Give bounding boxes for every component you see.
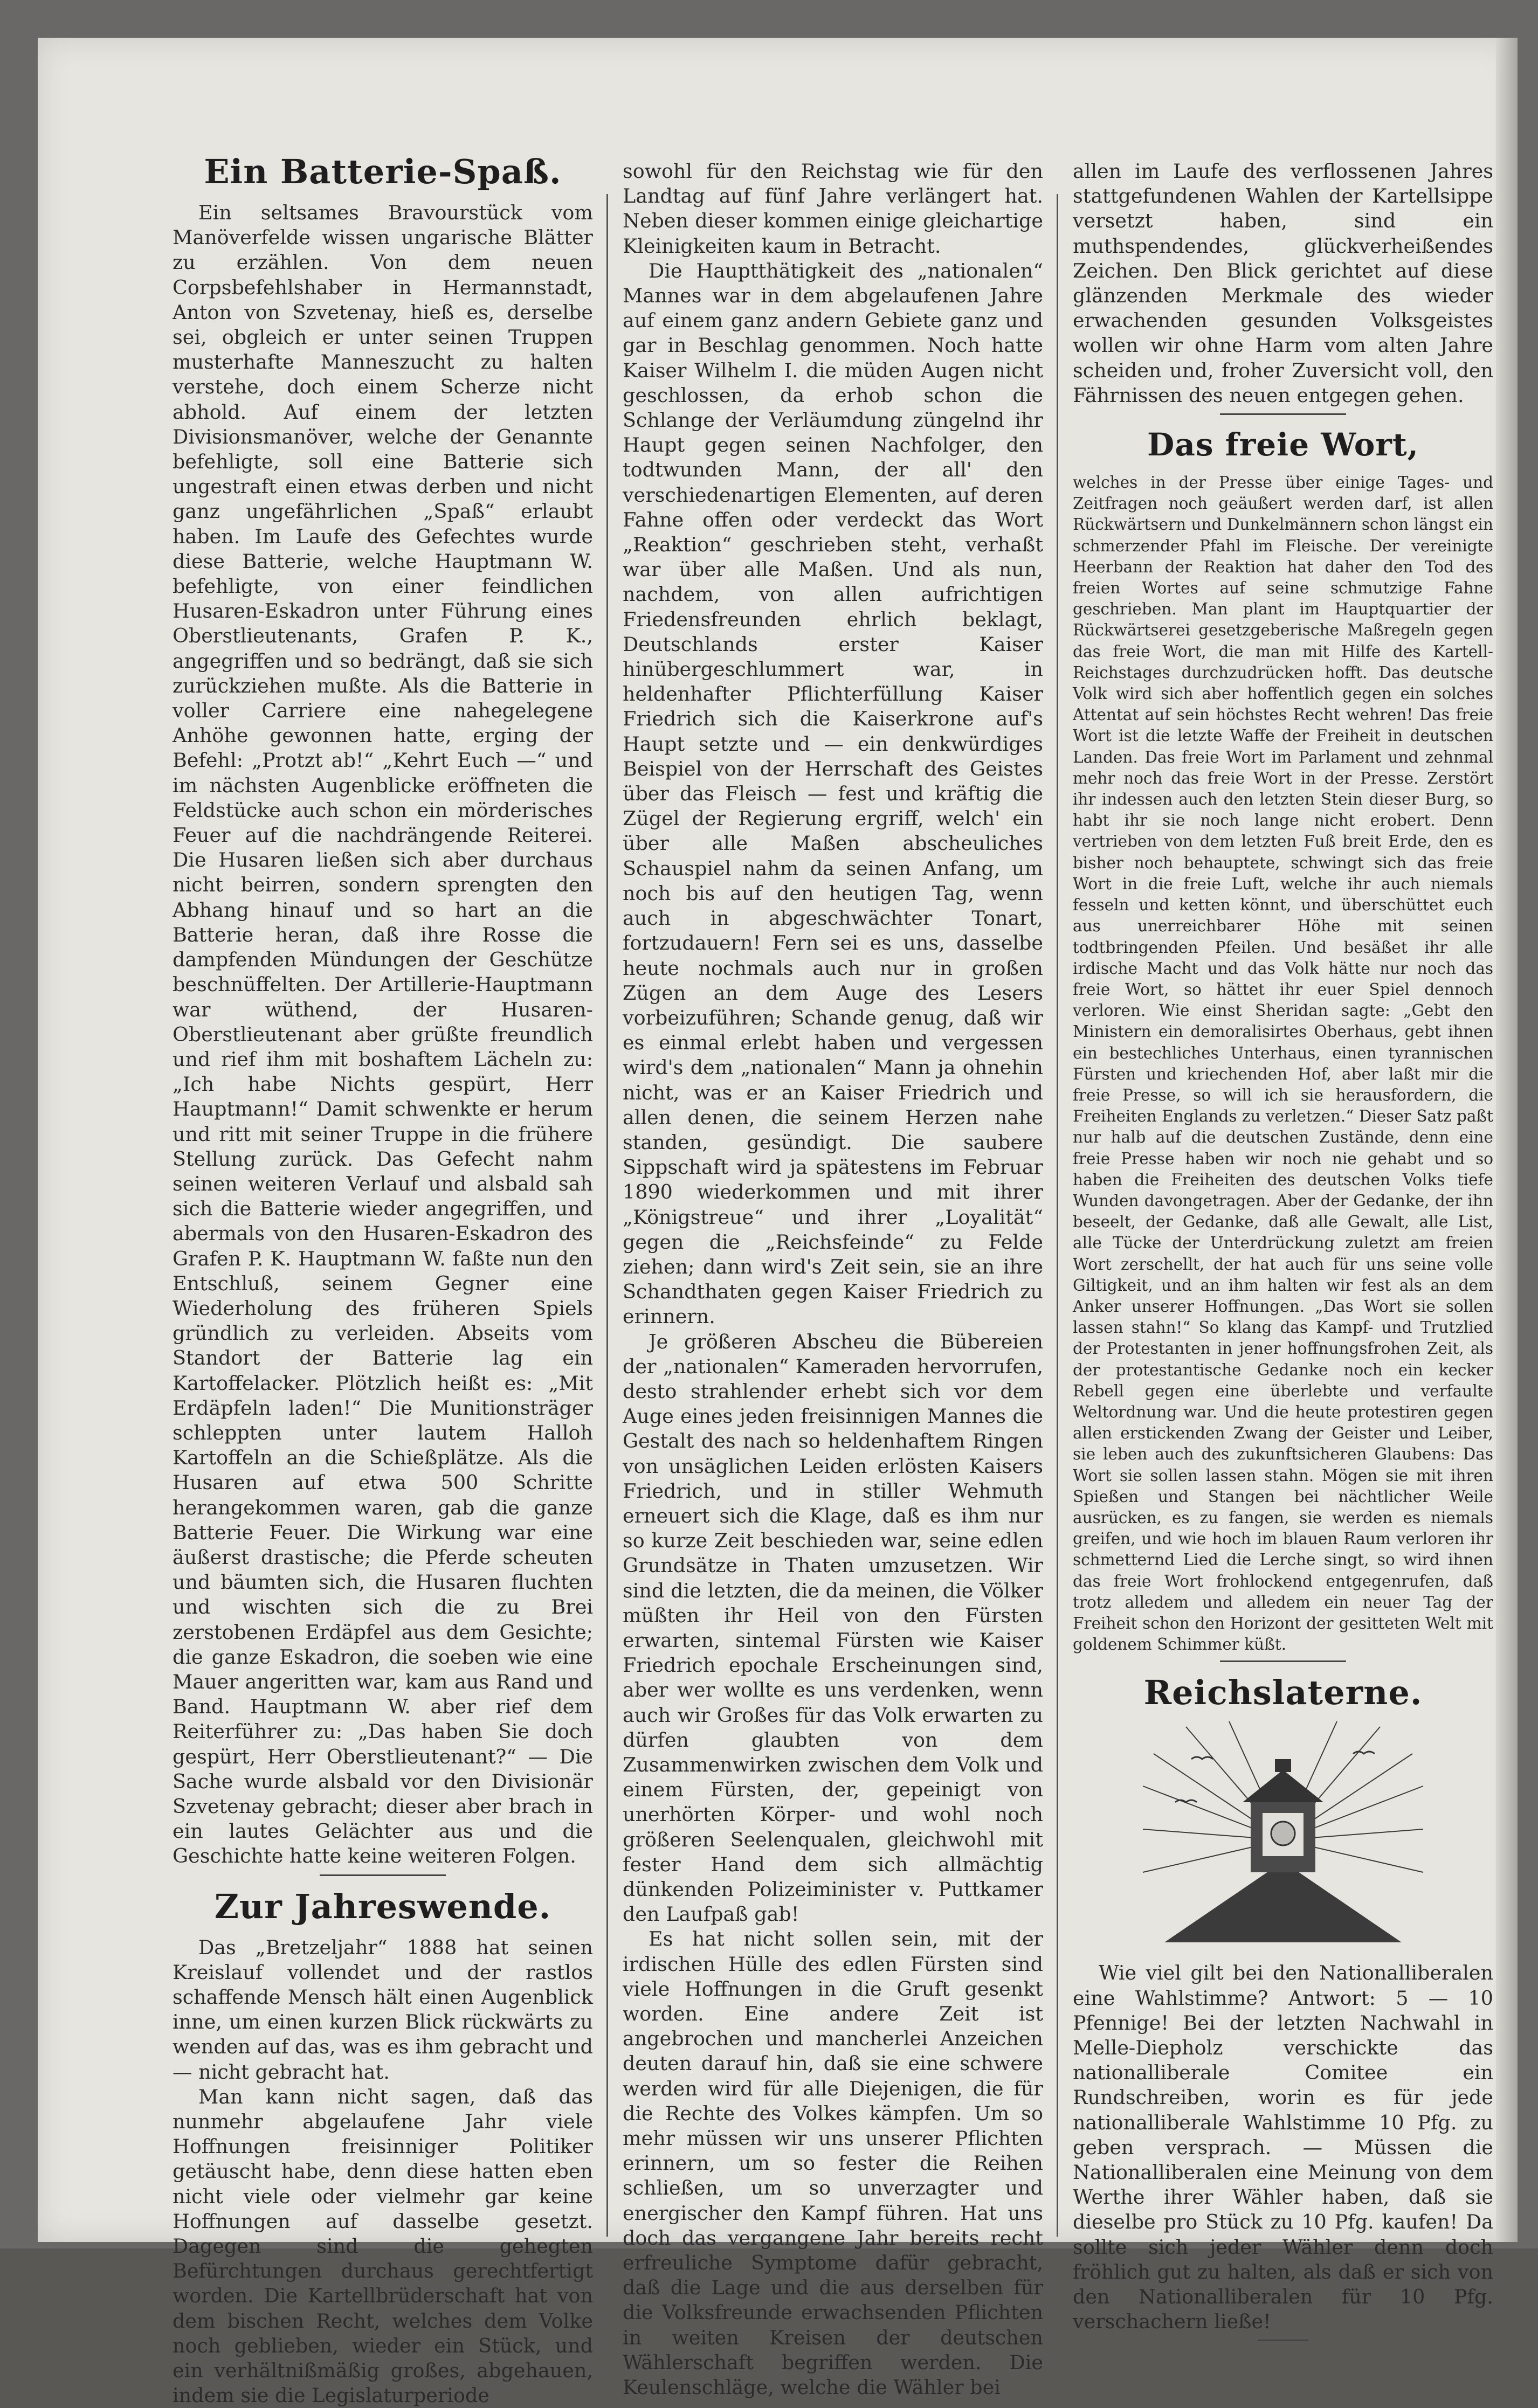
separator — [1220, 1660, 1346, 1662]
paragraph: welches in der Presse über einige Tages- und Zeitfragen noch geäußert werden darf, ist allen Rückwärtsern und Dunkelmännern schon längst ein schmerzender Pfahl im Fleische. Der vereinigte Heerbann der Reaktion hat daher den Tod des freien Wortes auf seine schmutzige Fahne geschrieben. Man plant im Hauptquartier der Rückwärtserei gesetzgeberische Maßregeln gegen das freie Wort, die man mit Hilfe des Kartell-Reichstages durchzudrücken hofft. Das deutsche Volk wird sich aber hoffentlich gegen ein solches Attentat auf sein höchstes Recht wehren! Das freie Wort ist die letzte Waffe der Freiheit in deutschen Landen. Das freie Wort im Parlament und zehnmal mehr noch das freie Wort in der Presse. Zerstört ihr indessen auch den letzten Stein dieser Burg, so habt ihr sie noch lange nicht erobert. Denn vertrieben von dem letzten Fuß breit Erde, den es bisher noch behauptete, schwingt sich das freie Wort in die freie Luft, welche ihr auch niemals fesseln und ketten könnt, und überschüttet euch aus unerreichbarer Höhe mit seinen todtbringenden Pfeilen. Und besäßet ihr alle irdische Macht und das Volk hätte nur noch das freie Wort, so hättet ihr euer Spiel dennoch verloren. Wie einst Sheridan sagte: „Gebt den Ministern ein demoralisirtes Oberhaus, gebt ihnen ein bestechliches Unterhaus, einen tyrannischen Fürsten und kriechenden Hof, aber laßt mir die freie Presse, so will ich sie herausfordern, die Freiheiten Englands zu verletzen.“ Dieser Satz paßt nur halb auf die deutschen Zustände, denn eine freie Presse haben wir noch nie gehabt und so haben die Freiheiten des deutschen Volks tiefe Wunden davongetragen. Aber der Gedanke, der ihn beseelt, der Gedanke, daß alle Gewalt, alle List, alle Tücke der Unterdrückung zuletzt am freien Wort zerschellt, der hat auch für uns seine volle Giltigkeit, und an ihm halten wir fest als an dem Anker unserer Hoffnungen. „Das Wort sie sollen lassen stahn!“ So klang das Kampf- und Trutzlied der Protestanten in jener hoffnungsfrohen Zeit, als der protestantische Gedanke noch ein kecker Rebell gegen eine überlebte und verfaulte Weltordnung war. Und die heute protestiren gegen allen erstickenden Zwang der Geister und Leiber, sie leben auch des zukunftsicheren Glaubens: Das Wort sie sollen lassen stahn. Mögen sie mit ihren Spießen und Stangen bei nächtlicher Weile ausrücken, es zu fangen, sie werden es niemals greifen, und wie hoch im blauen Raum verloren ihr schmetternd Lied die Lerche singt, so wird ihnen das freie Wort frohlockend entgegenrufen, daß trotz alledem und alledem ein neuer Tag der Freiheit schon den Horizont der gesitteten Welt mit goldenem Schimmer küßt. — [1073, 473, 1493, 1654]
column-middle — [623, 159, 1043, 2399]
article-reichslaterne — [1073, 1961, 1493, 2334]
headline-reichslaterne: Reichslaterne. — [1143, 1673, 1423, 1713]
separator — [320, 1874, 446, 1876]
separator — [1258, 2340, 1308, 2341]
paragraph: allen im Laufe des verflossenen Jahres stattgefundenen Wahlen der Kartellsippe versetzt haben, sind ein muthspendendes, glückverheißendes Zeichen. Den Blick gerichtet auf diese glänzenden Merkmale des wieder erwachenden gesunden Volksgeistes wollen wir ohne Harm vom alten Jahre scheiden und, froher Zuversicht voll, den Fährnissen des neuen entgegen gehen. — [1073, 160, 1493, 407]
column-rule — [1057, 194, 1058, 2237]
article-freie-wort — [1073, 472, 1493, 1655]
column-left — [173, 151, 593, 2407]
paragraph: Die Hauptthätigkeit des „nationalen“ Mannes war in dem abgelaufenen Jahre auf einem ganz andern Gebiete ganz und gar in Beschlag genommen. Noch hatte Kaiser Wilhelm I. die müden Augen nicht geschlossen, da erhob schon die Schlange der Verläumdung züngelnd ihr Haupt gegen seinen Nachfolger, den todtwunden Mann, der all' den verschiedenartigen Elementen, auf deren Fahne offen oder verdeckt das Wort „Reaktion“ geschrieben steht, verhaßt war über alle Maßen. Und als nun, nachdem, von allen aufrichtigen Friedensfreunden ehrlich beklagt, Deutschlands erster Kaiser hinübergeschlummert war, in heldenhafter Pflichterfüllung Kaiser Friedrich sich die Kaiserkrone auf's Haupt setzte und — ein denkwürdiges Beispiel von der Herrschaft des Geistes über das Fleisch — fest und kräftig die Zügel der Regierung ergriff, welch' ein über alle Maßen abscheuliches Schauspiel nahm da seinen Anfang, um noch bis auf den heutigen Tag, wenn auch in abgeschwächter Tonart, fortzudauern! Fern sei es uns, dasselbe heute nochmals auch nur in großen Zügen an dem Auge des Lesers vorbeizuführen; Schande genug, daß wir es einmal erlebt haben und vergessen wird's dem „nationalen“ Mann ja ohnehin nicht, was er an Kaiser Friedrich und allen denen, die seinem Herzen nahe standen, gesündigt. Die saubere Sippschaft wird ja spätestens im Februar 1890 wiederkommen und mit ihrer „Königstreue“ und ihrer „Loyalität“ gegen die „Reichsfeinde“ zu Felde ziehen; dann wird's Zeit sein, sie an ihre Schandthaten gegen Kaiser Friedrich zu erinnern. — [623, 259, 1043, 1328]
article-batterie-spass — [173, 200, 593, 1869]
paragraph: sowohl für den Reichstag wie für den Landtag auf fünf Jahre verlängert hat. Neben dieser kommen einige gleichartige Kleinigkeiten kaum in Betracht. — [623, 160, 1043, 258]
column-right — [1073, 159, 1493, 2334]
separator — [1220, 413, 1346, 415]
column-rule — [606, 194, 608, 2237]
paragraph: Je größeren Abscheu die Bübereien der „nationalen“ Kameraden hervorrufen, desto strahlender erhebt sich vor dem Auge eines jeden freisinnigen Mannes die Gestalt des nach so heldenhaftem Ringen von unsäglichen Leiden erlösten Kaisers Friedrich, und in stiller Wehmuth erneuert sich die Klage, daß es ihm nur so kurze Zeit beschieden war, seine edlen Grundsätze in Thaten umzusetzen. Wir sind die letzten, die da meinen, die Völker müßten ihr Heil von den Fürsten erwarten, sintemal Fürsten wie Kaiser Friedrich epochale Erscheinungen sind, aber wer wollte es uns verdenken, wenn auch wir Großes für das Volk erwarten zu dürfen glaubten von dem Zusammenwirken zwischen dem Volk und einem Fürsten, der, gepeinigt von unerhörten Körper- und wohl noch größeren Seelenqualen, gleichwohl mit fester Hand dem sich allmächtig dünkenden Polizeiminister v. Puttkamer den Laufpaß gab! — [623, 1330, 1043, 1926]
newspaper-page — [38, 38, 1518, 2407]
paragraph: Wie viel gilt bei den Nationalliberalen eine Wahlstimme? Antwort: 5 — 10 Pfennige! Bei der letzten Nachwahl in Melle-Diepholz verschickte das nationalliberale Comitee ein Rundschreiben, worin es für jede nationalliberale Wahlstimme 10 Pfg. zu geben versprach. — Müssen die Nationalliberalen eine Meinung von dem Werthe ihrer Wähler haben, daß sie dieselbe pro Stück zu 10 Pfg. kaufen! Da sollte sich jeder Wähler denn doch fröhlich gut zu halten, als daß er sich von den Nationalliberalen für 10 Pfg. verschachern ließe! — [1073, 1961, 1493, 2334]
paragraph: Ein seltsames Bravourstück vom Manöverfelde wissen ungarische Blätter zu erzählen. Von dem neuen Corpsbefehlshaber in Hermannstadt, Anton von Szvetenay, hieß es, derselbe sei, obgleich er unter seinen Truppen musterhafte Manneszucht zu halten verstehe, doch einem Scherze nicht abhold. Auf einem der letzten Divisionsmanöver, welche der Genannte befehligte, soll eine Batterie sich ungestraft einen etwas derben und nicht ganz ungefährlichen „Spaß“ erlaubt haben. Im Laufe des Gefechtes wurde diese Batterie, welche Hauptmann W. befehligte, von einer feindlichen Husaren-Eskadron unter Führung eines Oberstlieutenants, Grafen P. K., angegriffen und so bedrängt, daß sie sich zurückziehen mußte. Als die Batterie in voller Carriere eine nahegelegene Anhöhe gewonnen hatte, erging der Befehl: „Protzt ab!“ „Kehrt Euch —“ und im nächsten Augenblicke eröffneten die Feldstücke auch schon ein mörderisches Feuer auf die nachdrängende Reiterei. Die Husaren ließen sich aber durchaus nicht beirren, sondern sprengten den Abhang hinauf und so hart an die Batterie heran, daß ihre Rosse die dampfenden Mündungen der Geschütze beschnüffelten. Der Artillerie-Hauptmann war wüthend, der Husaren-Oberstlieutenant aber grüßte freundlich und rief ihm mit boshaftem Lächeln zu: „Ich habe Nichts gespürt, Herr Hauptmann!“ Damit schwenkte er herum und ritt mit seiner Truppe in die frühere Stellung zurück. Das Gefecht nahm seinen weiteren Verlauf und alsbald sah sich die Batterie wieder angegriffen, und abermals von den Husaren-Eskadron des Grafen P. K. Hauptmann W. faßte nun den Entschluß, seinem Gegner eine Wiederholung des früheren Spiels gründlich zu verleiden. Abseits vom Standort der Batterie lag ein Kartoffelacker. Plötzlich heißt es: „Mit Erdäpfeln laden!“ Die Munitionsträger schleppten unter lautem Halloh Kartoffeln an die Schießplätze. Als die Husaren auf etwa 500 Schritte herangekommen waren, gab die ganze Batterie Feuer. Die Wirkung war eine äußerst drastische; die Pferde scheuten und bäumten sich, die Husaren fluchten und wischten sich die zu Brei zerstobenen Erdäpfel aus dem Gesichte; die ganze Eskadron, die soeben wie eine Mauer angeritten war, kam aus Rand und Band. Hauptmann W. aber rief dem Reiterführer zu: „Das haben Sie doch gespürt, Herr Oberstlieutenant?“ — Die Sache wurde alsbald vor den Divisionär Szvetenay gebracht; dieser aber brach in ein lautes Gelächter aus und die Geschichte hatte keine weiteren Folgen. — [173, 201, 593, 1868]
headline-jahreswende: Zur Jahreswende. — [214, 1886, 551, 1926]
paragraph: Es hat nicht sollen sein, mit der irdischen Hülle des edlen Fürsten sind viele Hoffnungen in die Gruft gesenkt worden. Eine andere Zeit ist angebrochen und mancherlei Anzeichen deuten darauf hin, daß sie eine schwere werden wird für alle Diejenigen, die für die Rechte des Volkes kämpfen. Um so mehr müssen wir uns unserer Pflichten erinnern, um so fester die Reihen schließen, um so unverzagter und energischer den Kampf führen. Hat uns doch das vergangene Jahr bereits recht erfreuliche Symptome dafür gebracht, daß die Lage und die aus derselben für die Volksfreunde erwachsenden Pflichten in weiten Kreisen der deutschen Wählerschaft begriffen werden. Die Keulenschläge, welche die Wähler bei — [623, 1927, 1043, 2399]
article-jahreswende-continued — [623, 159, 1043, 2400]
page-edge — [1496, 38, 1518, 2242]
article-jahreswende — [173, 1935, 593, 2408]
headline-freie-wort: Das freie Wort, — [1147, 426, 1419, 463]
paragraph: Man kann nicht sagen, daß das nunmehr abgelaufene Jahr viele Hoffnungen freisinniger Politiker getäuscht habe, denn diese hatten eben nicht viele oder vielmehr gar keine Hoffnungen auf dasselbe gesetzt. Dagegen sind die gehegten Befürchtungen durchaus gerechtfertigt worden. Die Kartellbrüderschaft hat von dem bischen Recht, welches dem Volke noch geblieben, wieder ein Stück, und ein verhältnißmäßig großes, abgehauen, indem sie die Legislaturperiode — [173, 2085, 593, 2407]
lantern-illustration-icon — [1143, 1721, 1423, 1948]
paragraph: Das „Bretzeljahr“ 1888 hat seinen Kreislauf vollendet und der rastlos schaffende Mensch hält einen Augenblick inne, um einen kurzen Blick rückwärts zu wenden auf das, was es ihm gebracht und — nicht gebracht hat. — [173, 1935, 593, 2084]
article-jahreswende-end — [1073, 159, 1493, 408]
headline-batterie-spass: Ein Batterie-Spaß. — [204, 152, 562, 191]
